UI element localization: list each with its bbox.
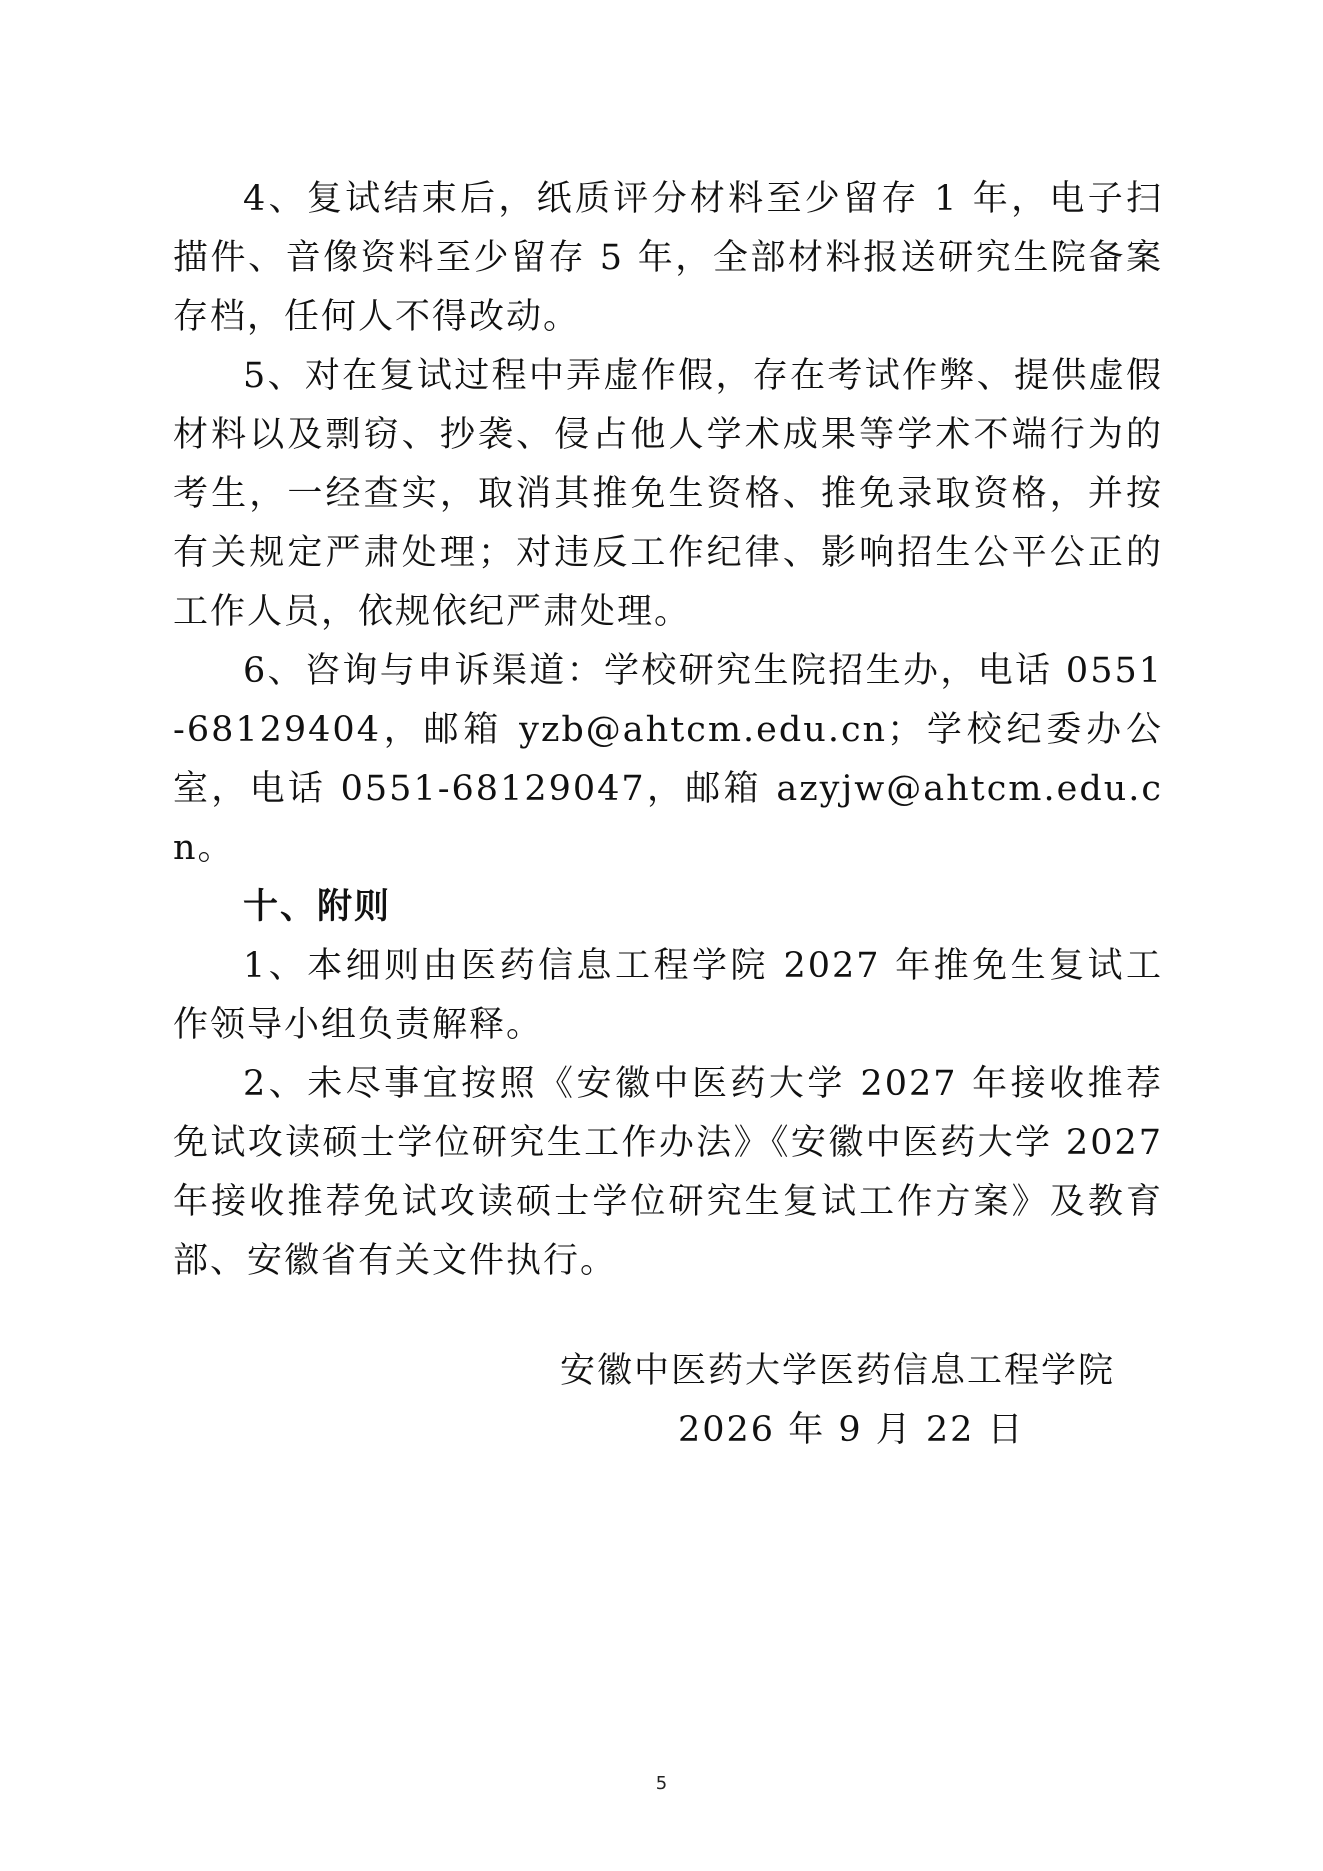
signature-block (560, 1342, 1120, 1460)
appendix-item-2: 2、未尽事宜按照《安徽中医药大学 2027 年接收推荐免试攻读硕士学位研究生工作办法》《安徽中医药大学 2027 年接收推荐免试攻读硕士学位研究生复试工作方案》及教育部、安徽省有关文件执行。 (173, 1064, 1163, 1281)
paragraph-item-6: 6、咨询与申诉渠道：学校研究生院招生办，电话 0551-68129404，邮箱 yzb@ahtcm.edu.cn；学校纪委办公室，电话 0551-68129047，邮箱 azyjw@ahtcm.edu.cn。 (173, 651, 1163, 868)
page-number: 5 (655, 1773, 668, 1794)
appendix-item-1: 1、本细则由医药信息工程学院 2027 年推免生复试工作领导小组负责解释。 (173, 946, 1163, 1045)
paragraph-item-4: 4、复试结束后，纸质评分材料至少留存 1 年，电子扫描件、音像资料至少留存 5 年，全部材料报送研究生院备案存档，任何人不得改动。 (173, 179, 1163, 337)
signature-organization: 安徽中医药大学医药信息工程学院 (560, 1351, 1116, 1391)
paragraph-item-5: 5、对在复试过程中弄虚作假，存在考试作弊、提供虚假材料以及剽窃、抄袭、侵占他人学术成果等学术不端行为的考生，一经查实，取消其推免生资格、推免录取资格，并按有关规定严肃处理；对违反工作纪律、影响招生公平公正的工作人员，依规依纪严肃处理。 (173, 356, 1163, 632)
signature-date: 2026 年 9 月 22 日 (678, 1410, 1025, 1450)
document-body (173, 170, 1163, 1291)
section-heading: 十、附则 (243, 887, 392, 927)
